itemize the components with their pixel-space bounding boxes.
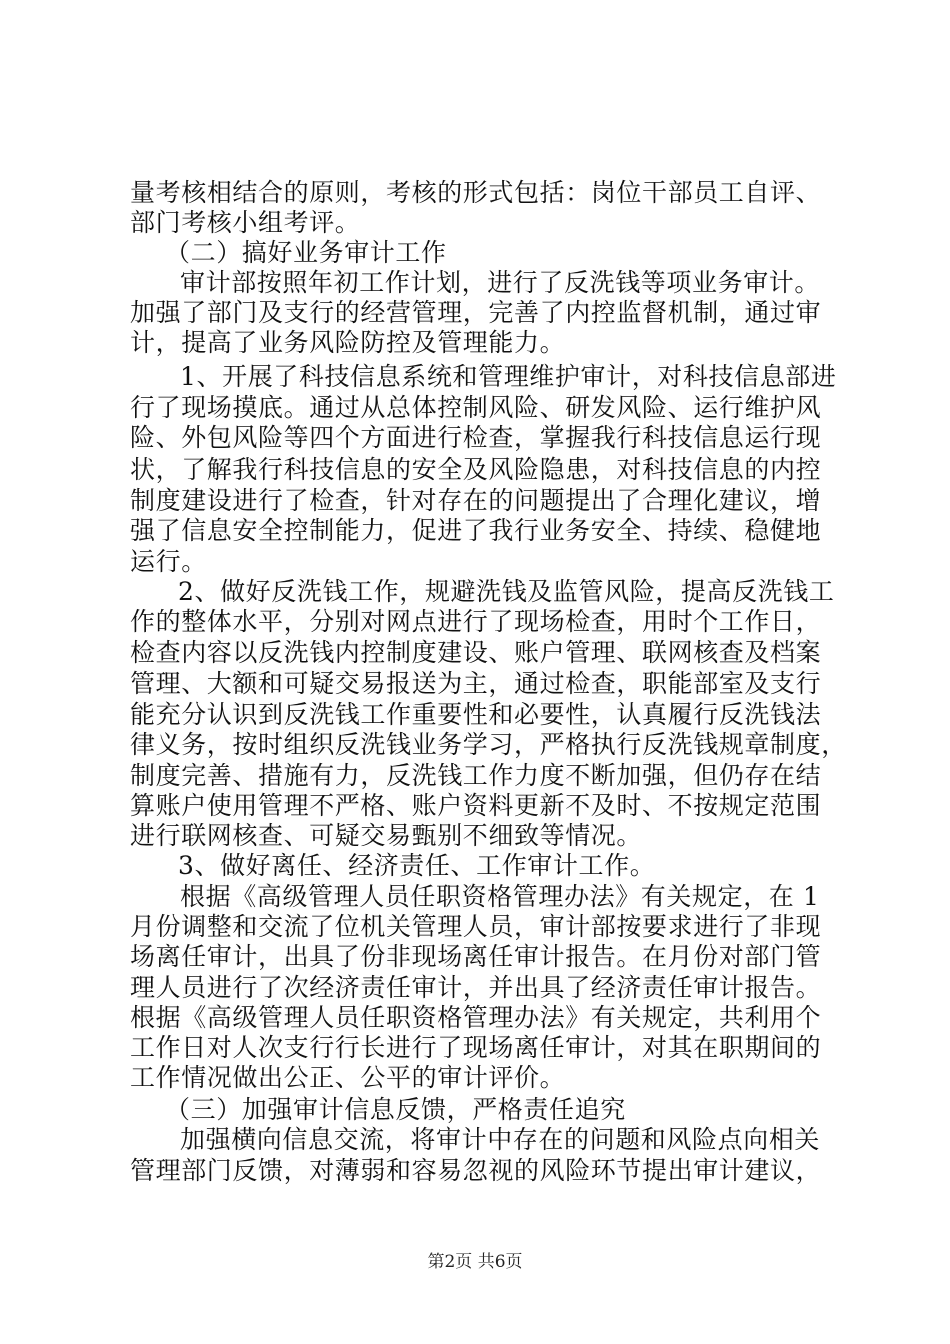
- text-line: 能充分认识到反洗钱工作重要性和必要性，认真履行反洗钱法: [130, 700, 822, 729]
- page-number: 第2页 共6页: [427, 1252, 523, 1272]
- text-line: 作的整体水平，分别对网点进行了现场检查，用时个工作日，: [130, 607, 822, 636]
- text-line: 场离任审计，出具了份非现场离任审计报告。在月份对部门管: [130, 942, 822, 971]
- text-line: 月份调整和交流了位机关管理人员，审计部按要求进行了非现: [130, 912, 822, 941]
- text-line: 制度完善、措施有力，反洗钱工作力度不断加强，但仍存在结: [130, 761, 822, 790]
- text-line: 管理部门反馈，对薄弱和容易忽视的风险环节提出审计建议，: [130, 1156, 822, 1185]
- text-line: 险、外包风险等四个方面进行检查，掌握我行科技信息运行现: [130, 423, 822, 452]
- text-line: 进行联网核查、可疑交易甄别不细致等情况。: [130, 821, 643, 850]
- text-line: 制度建设进行了检查，针对存在的问题提出了合理化建议，增: [130, 486, 822, 515]
- text-line: 加强了部门及支行的经营管理，完善了内控监督机制，通过审: [130, 298, 822, 327]
- text-line: 算账户使用管理不严格、账户资料更新不及时、不按规定范围: [130, 791, 822, 820]
- text-line: 加强横向信息交流，将审计中存在的问题和风险点向相关: [180, 1125, 821, 1154]
- text-line: 行了现场摸底。通过从总体控制风险、研发风险、运行维护风: [130, 393, 822, 422]
- section-heading: （三）加强审计信息反馈，严格责任追究: [165, 1095, 626, 1124]
- text-line: 工作情况做出公正、公平的审计评价。: [130, 1063, 566, 1092]
- text-line: 工作日对人次支行行长进行了现场离任审计，对其在职期间的: [130, 1033, 822, 1062]
- text-line: 2、做好反洗钱工作，规避洗钱及监管风险，提高反洗钱工: [178, 577, 835, 606]
- section-heading: （二）搞好业务审计工作: [165, 238, 447, 267]
- text-line: 律义务，按时组织反洗钱业务学习，严格执行反洗钱规章制度，: [130, 730, 847, 759]
- text-line: 根据《高级管理人员任职资格管理办法》有关规定，共利用个: [130, 1003, 822, 1032]
- text-line: 理人员进行了次经济责任审计，并出具了经济责任审计报告。: [130, 973, 822, 1002]
- text-line: 量考核相结合的原则，考核的形式包括：岗位干部员工自评、: [130, 178, 822, 207]
- text-line: 审计部按照年初工作计划，进行了反洗钱等项业务审计。: [180, 268, 821, 297]
- text-line: 管理、大额和可疑交易报送为主，通过检查，职能部室及支行: [130, 669, 822, 698]
- text-line: 强了信息安全控制能力，促进了我行业务安全、持续、稳健地: [130, 516, 822, 545]
- text-line: 部门考核小组考评。: [130, 208, 361, 237]
- text-line: 检查内容以反洗钱内控制度建设、账户管理、联网核查及档案: [130, 638, 822, 667]
- text-line: 计，提高了业务风险防控及管理能力。: [130, 328, 566, 357]
- text-line: 根据《高级管理人员任职资格管理办法》有关规定，在 1: [180, 882, 820, 911]
- text-line: 3、做好离任、经济责任、工作审计工作。: [178, 851, 656, 880]
- text-line: 状，了解我行科技信息的安全及风险隐患，对科技信息的内控: [130, 455, 822, 484]
- text-line: 1、开展了科技信息系统和管理维护审计，对科技信息部进: [180, 362, 837, 391]
- text-line: 运行。: [130, 547, 207, 576]
